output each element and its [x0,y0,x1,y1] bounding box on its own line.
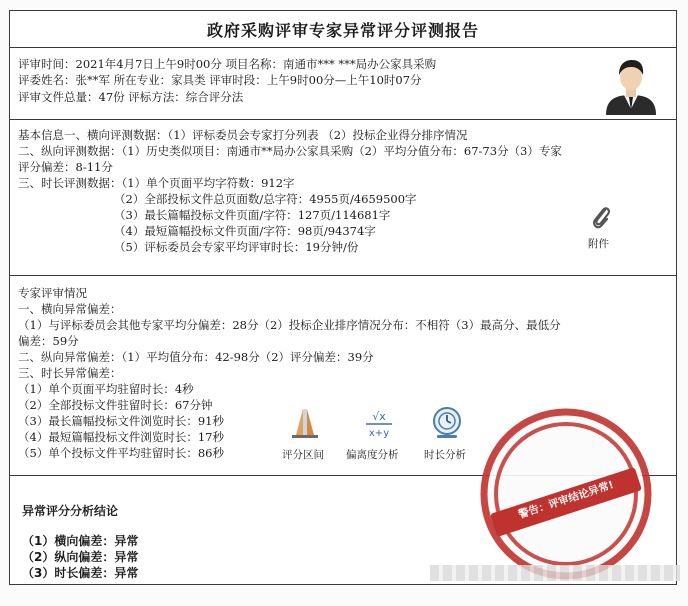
basic-line-7: （4）最短篇幅投标文件页面/字符：98页/94374字 [114,224,376,238]
conclusion-line-3: （3）时长偏差：异常 [22,566,139,580]
warning-stamp [478,406,654,582]
attachment-label: 附件 [588,238,609,250]
expert-line-6: 三、时长异常偏差： [18,366,122,380]
expert-avatar-icon [602,53,660,115]
duration-label: 时长分析 [424,449,466,461]
basic-line-4: 三、时长评测数据：（1）单个页面平均字符数：912字 [18,176,295,190]
conclusion-heading: 异常评分分析结论 [22,504,119,518]
conclusion-line-2: （2）纵向偏差：异常 [22,550,139,564]
expert-line-3: （1）与评标委员会其他专家平均分偏差：28分（2）投标企业排序情况分布：不相符（3）最高分、最低分 [18,318,561,332]
basic-line-6: （3）最长篇幅投标文件页面/字符：127页/114681字 [114,208,391,222]
expert-line-5: 二、纵向异常偏差：（1）平均值分布：42-98分（2）评分偏差：39分 [18,350,374,364]
expert-line-4: 偏差：59分 [18,334,79,348]
stamp-text: 警告：评审结论异常! [517,478,616,522]
basic-line-5: （2）全部投标文件总页面数/总字符：4955页/4659500字 [114,192,417,206]
expert-line-11: （5）单个投标文件平均驻留时长：86秒 [18,446,224,460]
basic-line-2: 二、纵向评测数据：（1）历史类似项目：南通市**局办公家具采购（2）平均分值分布：67-73分（3）专家 [18,144,562,158]
expert-line-9: （3）最长篇幅投标文件浏览时长：91秒 [18,414,224,428]
expert-line-1: 专家评审情况 [18,286,87,300]
expert-line-2: 一、横向异常偏差： [18,302,122,316]
header-line-3: 评审文件总量：47份 评标方法：综合评分法 [18,90,244,104]
conclusion-line-1: （1）横向偏差：异常 [22,534,139,548]
basic-line-8: （5）评标委员会专家平均评审时长：19分钟/份 [114,240,359,254]
header-section [10,47,676,120]
svg-text:x+y: x+y [368,428,390,439]
header-line-1: 评审时间：2021年4月7日上午9时00分 项目名称：南通市*** ***局办公家具采购 [18,57,437,71]
score-range-label: 评分区间 [282,449,324,461]
deviation-label: 偏离度分析 [346,449,399,461]
report-title: 政府采购评审专家异常评分评测报告 [10,11,676,48]
expert-line-10: （4）最短篇幅投标文件浏览时长：17秒 [18,430,224,444]
paperclip-icon[interactable] [590,205,612,231]
basic-line-1: 基本信息一、横向评测数据：（1）评标委员会专家打分列表 （2）投标企业得分排序情况 [18,128,468,142]
header-line-2: 评委姓名：张**军 所在专业：家具类 评审时段：上午9时00分—上午10时07分 [18,73,422,87]
basic-line-3: 评分偏差：8-11分 [18,160,113,174]
score-range-icon[interactable] [290,405,320,441]
expert-line-7: （1）单个页面平均驻留时长：4秒 [18,382,194,396]
svg-text:√x: √x [372,410,386,423]
basic-info-section [10,119,676,276]
deviation-formula-icon[interactable] [362,407,396,441]
watermark [430,565,680,581]
duration-clock-icon[interactable] [430,405,464,441]
expert-line-8: （2）全部投标文件驻留时长：67分钟 [18,398,213,412]
